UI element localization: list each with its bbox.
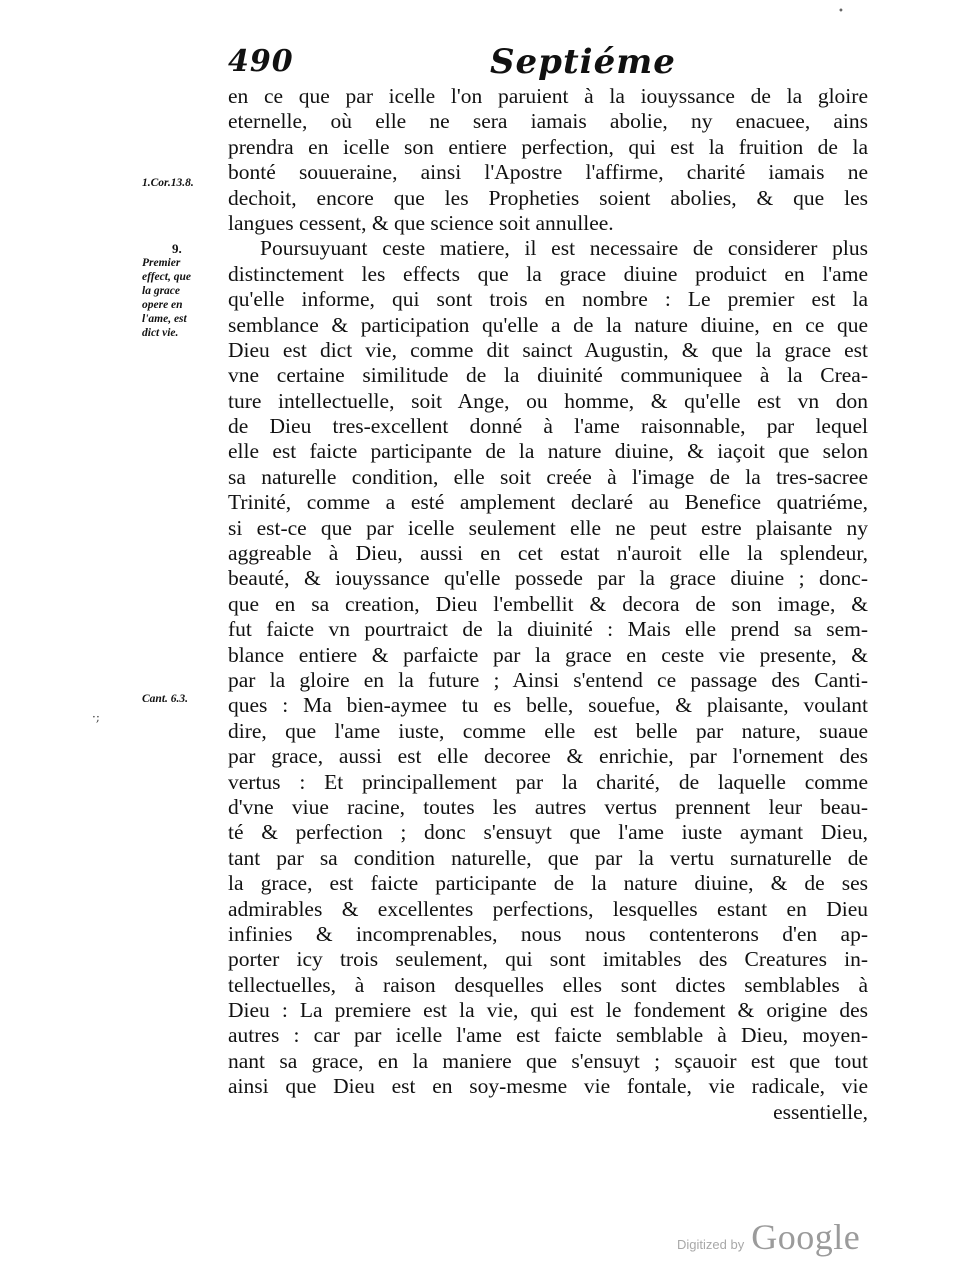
- text-line: prendra en icelle son entiere perfection, qui est la fruition de la: [228, 134, 868, 159]
- text-line: admirables & excellentes perfections, lesquelles estant en Dieu: [228, 896, 868, 921]
- text-line: la grace, est faicte participante de la nature diuine, & de ses: [228, 871, 868, 896]
- page-header: [228, 42, 868, 82]
- text-line: que en sa creation, Dieu l'embellit & decora de son image, &: [228, 591, 868, 616]
- google-logo: Google: [751, 1217, 861, 1257]
- digitized-by-label: Digitized by: [677, 1237, 745, 1252]
- margin-note-section-summary: [142, 242, 226, 340]
- text-line: dechoit, encore que les Propheties soient abolies, & que les: [228, 185, 868, 210]
- text-line: dire, que l'ame iuste, comme elle est belle par nature, suaue: [228, 718, 868, 743]
- text-line: semblance & participation qu'elle a de la nature diuine, en ce que: [228, 312, 868, 337]
- text-line: en ce que par icelle l'on paruient à la iouyssance de la gloire: [228, 84, 868, 108]
- text-line: nant sa grace, en la maniere que s'ensuyt ; sçauoir est que tout: [228, 1048, 868, 1073]
- text-line: beauté, & iouyssance qu'elle possede par la grace diuine ; donc-: [228, 566, 868, 591]
- text-line: autres : car par icelle l'ame est faicte semblable à Dieu, moyen-: [228, 1023, 868, 1048]
- margin-note-number: 9.: [172, 241, 182, 256]
- text-line: Poursuyuant ceste matiere, il est necessaire de considerer plus: [260, 236, 868, 261]
- text-line: si est-ce que par icelle seulement elle ne peut estre plaisante ny: [228, 515, 868, 540]
- margin-note-line: Premier: [142, 257, 181, 269]
- text-line: Dieu : La premiere est la vie, qui est le fondement & origine des: [228, 998, 868, 1023]
- text-line: bonté souueraine, ainsi l'Apostre l'affirme, charité iamais ne: [228, 160, 868, 185]
- margin-note-line: l'ame, est: [142, 313, 187, 325]
- digitized-by-google-watermark: [677, 1216, 860, 1256]
- margin-note-line: la grace: [142, 285, 181, 297]
- text-line: Trinité, comme a esté amplement declaré au Benefice quatriéme,: [228, 490, 868, 515]
- text-line: qu'elle informe, qui sont trois en nombre : Le premier est la: [228, 287, 868, 312]
- margin-note-line: dict vie.: [142, 327, 179, 339]
- page-number: 490: [228, 44, 294, 79]
- text-line: Dieu est dict vie, comme dit sainct Augustin, & que la grace est: [228, 337, 868, 362]
- text-line: ainsi que Dieu est en soy-mesme vie fontale, vie radicale, vie: [228, 1074, 868, 1099]
- text-line: par grace, aussi est elle decoree & enrichie, par l'ornement des: [228, 744, 868, 769]
- catchword-line: essentielle,: [773, 1099, 868, 1124]
- margin-note-line: opere en: [142, 299, 183, 311]
- margin-note-canticles-reference: Cant. 6.3.: [142, 693, 189, 705]
- text-line: tellectuelles, à raison desquelles elles sont dictes semblables à: [228, 972, 868, 997]
- text-line: blance entiere & parfaicte par la grace en ceste vie presente, &: [228, 642, 868, 667]
- text-line: sa naturelle condition, elle soit creée à l'image de la tres-sacree: [228, 464, 868, 489]
- text-line: vne certaine similitude de la diuinité communiquee à la Crea-: [228, 363, 868, 388]
- text-line: vertus : Et principallement par la charité, de laquelle comme: [228, 769, 868, 794]
- body-text: [228, 84, 868, 1125]
- margin-note-line: effect, que: [142, 271, 191, 283]
- scan-speck: •: [838, 6, 844, 17]
- scan-mark: ·;: [92, 710, 100, 724]
- text-line: de Dieu tres-excellent donné à l'ame raisonnable, par lequel: [228, 414, 868, 439]
- text-line: d'vne viue racine, toutes les autres vertus prennent leur beau-: [228, 794, 868, 819]
- text-line: aggreable à Dieu, aussi en cet estat n'auroit elle la splendeur,: [228, 541, 868, 566]
- text-line: fut faicte vn pourtraict de la diuinité : Mais elle prend sa sem-: [228, 617, 868, 642]
- text-line: eternelle, où elle ne sera iamais abolie, ny enacuee, ains: [228, 109, 868, 134]
- margin-note-scripture-reference: 1.Cor.13.8.: [142, 177, 194, 189]
- text-line: par la gloire en la future ; Ainsi s'entend ce passage des Canti-: [228, 667, 868, 692]
- text-line: tant par sa condition naturelle, que par la vertu surnaturelle de: [228, 845, 868, 870]
- text-line: ture intellectuelle, soit Ange, ou homme, & qu'elle est vn don: [228, 388, 868, 413]
- text-line: distinctement les effects que la grace diuine produict en l'ame: [228, 261, 868, 286]
- text-line: ques : Ma bien-aymee tu es belle, souefue, & plaisante, voulant: [228, 693, 868, 718]
- text-line: té & perfection ; donc s'ensuyt que l'ame iuste aymant Dieu,: [228, 820, 868, 845]
- text-line: elle est faicte participante de la nature diuine, & iaçoit que selon: [228, 439, 868, 464]
- running-title: Septiéme: [490, 42, 676, 82]
- text-line: porter icy trois seulement, qui sont imitables des Creatures in-: [228, 947, 868, 972]
- text-line: langues cessent, & que science soit annullee.: [228, 210, 614, 235]
- text-line: infinies & incomprenables, nous nous contenterons d'en ap-: [228, 921, 868, 946]
